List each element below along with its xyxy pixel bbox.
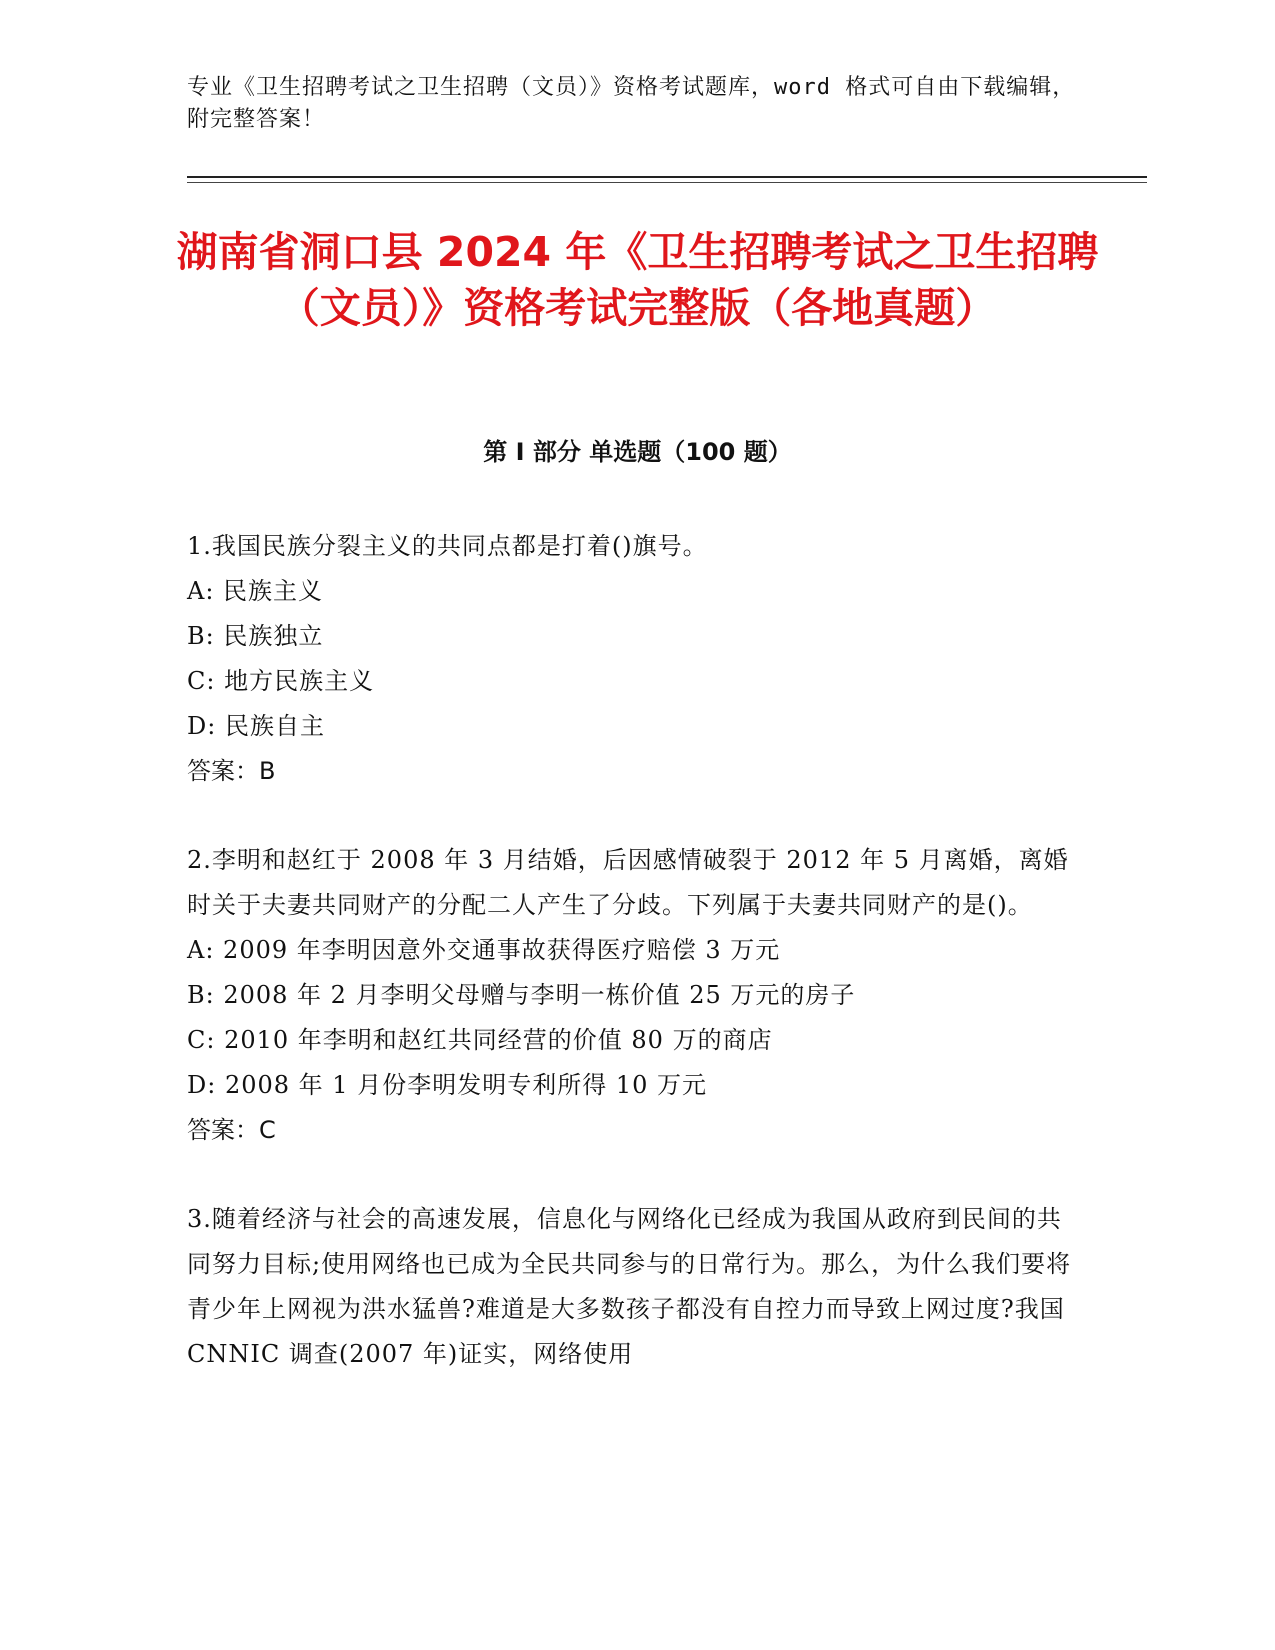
question-list (187, 524, 1077, 1421)
question-stem: 2.李明和赵红于 2008 年 3 月结婚，后因感情破裂于 2012 年 5 月离婚，离婚时关于夫妻共同财产的分配二人产生了分歧。下列属于夫妻共同财产的是()。 (187, 846, 1069, 919)
question-stem: 3.随着经济与社会的高速发展，信息化与网络化已经成为我国从政府到民间的共同努力目标;使用网络也已成为全民共同参与的日常行为。那么，为什么我们要将青少年上网视为洪水猛兽?难道是大多数孩子都没有自控力而导致上网过度?我国 CNNIC 调查(2007 年)证实，网络使用 (187, 1205, 1072, 1368)
answer: 答案：B (187, 757, 276, 785)
option-c: C: 地方民族主义 (187, 667, 375, 695)
answer: 答案：C (187, 1116, 276, 1144)
question-2 (187, 838, 1077, 1153)
section-heading: 第 I 部分 单选题（100 题） (483, 438, 792, 466)
option-c: C: 2010 年李明和赵红共同经营的价值 80 万的商店 (187, 1026, 773, 1054)
option-d: D: 2008 年 1 月份李明发明专利所得 10 万元 (187, 1071, 707, 1099)
header-note: 专业《卫生招聘考试之卫生招聘（文员）》资格考试题库，word 格式可自由下载编辑，附完整答案！ (187, 75, 1076, 132)
option-a: A: 2009 年李明因意外交通事故获得医疗赔偿 3 万元 (187, 936, 781, 964)
option-a: A: 民族主义 (187, 577, 324, 605)
header-divider (187, 176, 1147, 178)
document-title: 湖南省洞口县 2024 年《卫生招聘考试之卫生招聘（文员）》资格考试完整版（各地真题） (176, 228, 1099, 332)
option-b: B: 民族独立 (187, 622, 324, 650)
header-divider-thin (187, 182, 1147, 183)
option-b: B: 2008 年 2 月李明父母赠与李明一栋价值 25 万元的房子 (187, 981, 856, 1009)
question-3 (187, 1197, 1077, 1377)
option-d: D: 民族自主 (187, 712, 325, 740)
question-1 (187, 524, 1077, 794)
question-stem: 1.我国民族分裂主义的共同点都是打着()旗号。 (187, 532, 708, 560)
